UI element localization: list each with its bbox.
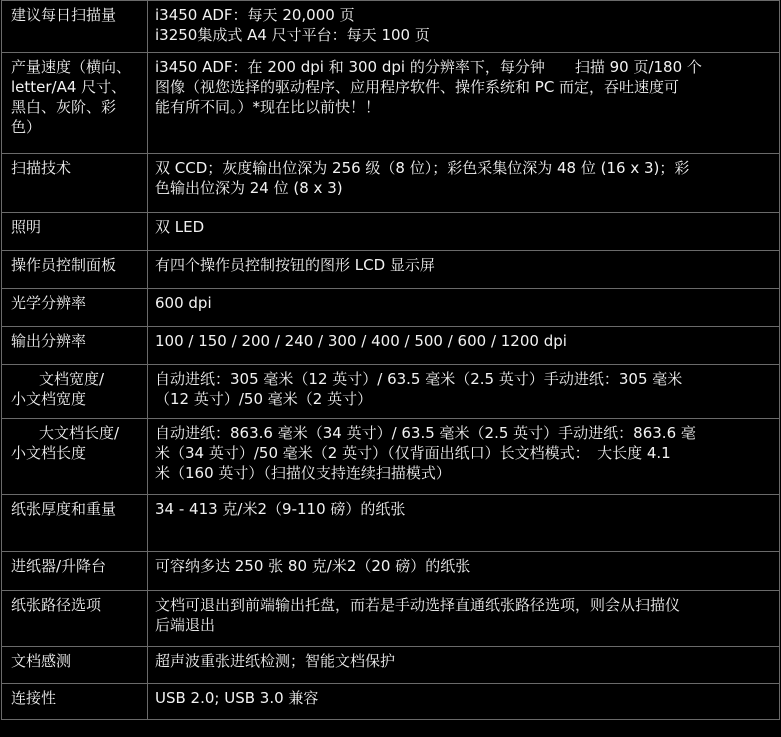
spec-value (148, 647, 780, 684)
spec-row (2, 53, 780, 154)
spec-value (148, 365, 780, 419)
spec-value-line: 双 LED (155, 218, 205, 236)
spec-value (148, 53, 780, 154)
spec-label-line: 操作员控制面板 (11, 256, 117, 274)
spec-label (2, 647, 148, 684)
spec-value-line: （12 英寸）/50 毫米（2 英寸） (155, 390, 373, 408)
spec-value (148, 495, 780, 552)
spec-label (2, 213, 148, 251)
spec-label-line: 产量速度（横向、 (11, 58, 132, 76)
spec-value-line: 米（160 英寸）（扫描仪支持连续扫描模式） (155, 464, 451, 482)
spec-value (148, 684, 780, 720)
spec-label-line: 扫描技术 (11, 159, 72, 177)
spec-value-line: 米（34 英寸）/50 毫米（2 英寸）（仅背面出纸口）长文档模式： 大长度 4.1 (155, 444, 671, 462)
spec-label-line: 文档宽度/ (39, 370, 105, 388)
spec-value (148, 154, 780, 213)
spec-row (2, 213, 780, 251)
spec-row (2, 419, 780, 495)
spec-row (2, 327, 780, 365)
spec-label (2, 289, 148, 327)
spec-label-line: 照明 (11, 218, 42, 236)
spec-label (2, 684, 148, 720)
spec-label (2, 154, 148, 213)
spec-value-line: i3250集成式 A4 尺寸平台：每天 100 页 (155, 26, 430, 44)
spec-label (2, 251, 148, 289)
spec-value-line: 后端退出 (155, 616, 216, 634)
spec-label-line: 文档感测 (11, 652, 72, 670)
spec-value-line: USB 2.0; USB 3.0 兼容 (155, 689, 319, 707)
spec-value-line: i3450 ADF：每天 20,000 页 (155, 6, 355, 24)
spec-value (148, 327, 780, 365)
spec-label (2, 365, 148, 419)
spec-value-line: 文档可退出到前端输出托盘，而若是手动选择直通纸张路径选项，则会从扫描仪 (155, 596, 681, 614)
spec-row (2, 591, 780, 647)
spec-label-line: letter/A4 尺寸、 (11, 78, 127, 96)
spec-label (2, 591, 148, 647)
spec-row (2, 289, 780, 327)
spec-row (2, 154, 780, 213)
spec-value (148, 289, 780, 327)
spec-label-line: 黑白、灰阶、彩 (11, 98, 117, 116)
spec-label-line: 进纸器/升降台 (11, 557, 107, 575)
spec-label (2, 419, 148, 495)
spec-row (2, 552, 780, 591)
spec-label-line: 纸张路径选项 (11, 596, 102, 614)
spec-row (2, 684, 780, 720)
spec-value-line: 100 / 150 / 200 / 240 / 300 / 400 / 500 / 600 / 1200 dpi (155, 332, 567, 350)
spec-table (1, 0, 780, 720)
spec-label-line: 大文档长度/ (39, 424, 120, 442)
spec-row (2, 495, 780, 552)
spec-value (148, 591, 780, 647)
spec-value-line: 图像（视您选择的驱动程序、应用程序软件、操作系统和 PC 而定，吞吐速度可 (155, 78, 680, 96)
spec-label-line: 光学分辨率 (11, 294, 87, 312)
spec-value-line: 可容纳多达 250 张 80 克/米2（20 磅）的纸张 (155, 557, 471, 575)
spec-row (2, 251, 780, 289)
spec-row (2, 647, 780, 684)
spec-label (2, 495, 148, 552)
spec-label-line: 输出分辨率 (11, 332, 87, 350)
spec-value-line: 能有所不同。）*现在比以前快！！ (155, 98, 381, 116)
spec-row (2, 365, 780, 419)
spec-value-line: 自动进纸：863.6 毫米（34 英寸）/ 63.5 毫米（2.5 英寸）手动进纸：863.6 毫 (155, 424, 696, 442)
spec-value-line: 600 dpi (155, 294, 212, 312)
spec-label (2, 1, 148, 53)
spec-label (2, 552, 148, 591)
spec-label-line: 色） (11, 118, 42, 136)
spec-label-line: 纸张厚度和重量 (11, 500, 117, 518)
spec-label (2, 53, 148, 154)
spec-label-line: 建议每日扫描量 (11, 6, 117, 24)
spec-value (148, 1, 780, 53)
spec-label-line: 小文档宽度 (11, 390, 87, 408)
spec-value-line: i3450 ADF：在 200 dpi 和 300 dpi 的分辨率下，每分钟 扫描 90 页/180 个 (155, 58, 702, 76)
spec-value (148, 251, 780, 289)
spec-value (148, 213, 780, 251)
spec-value-line: 超声波重张进纸检测；智能文档保护 (155, 652, 396, 670)
spec-value-line: 色输出位深为 24 位 (8 x 3) (155, 179, 343, 197)
spec-value-line: 自动进纸：305 毫米（12 英寸）/ 63.5 毫米（2.5 英寸）手动进纸：305 毫米 (155, 370, 683, 388)
spec-value (148, 419, 780, 495)
spec-value (148, 552, 780, 591)
spec-row (2, 1, 780, 53)
spec-value-line: 双 CCD；灰度输出位深为 256 级（8 位）；彩色采集位深为 48 位 (16 x 3)；彩 (155, 159, 690, 177)
spec-label-line: 连接性 (11, 689, 57, 707)
spec-label (2, 327, 148, 365)
spec-value-line: 有四个操作员控制按钮的图形 LCD 显示屏 (155, 256, 435, 274)
spec-value-line: 34 - 413 克/米2（9-110 磅）的纸张 (155, 500, 406, 518)
spec-label-line: 小文档长度 (11, 444, 87, 462)
